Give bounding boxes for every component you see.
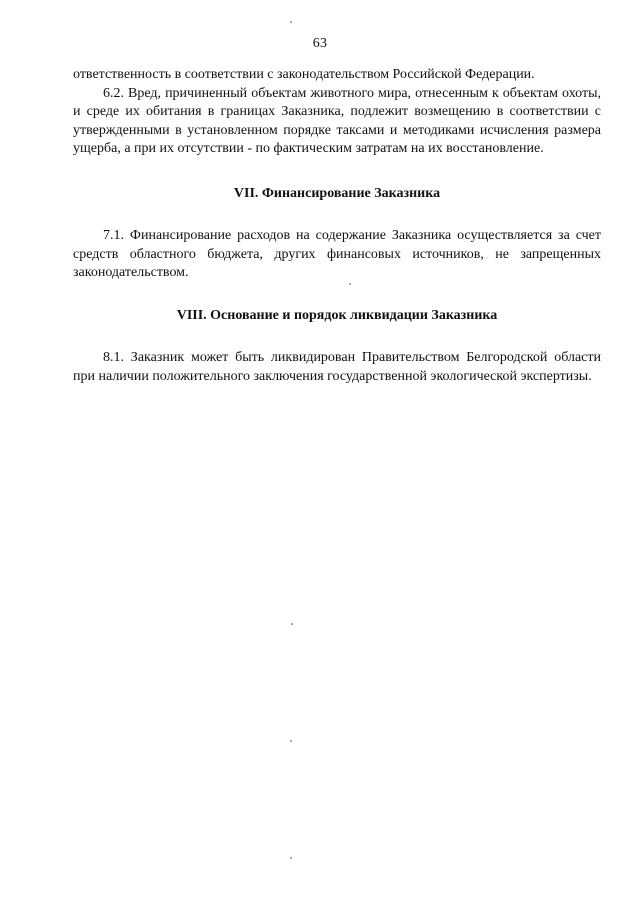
paragraph-7-1: 7.1. Финансирование расходов на содержание Заказника осуществляется за счет средств областного бюджета, других финансовых источников, не запрещенных законодательством. (73, 228, 601, 280)
page-number: 63 (312, 36, 328, 51)
paragraph-8-1: 8.1. Заказник может быть ликвидирован Правительством Белгородской области при наличии положительного заключения государственной экологической экспертизы. (73, 350, 601, 384)
scan-speck (290, 857, 292, 859)
scan-speck (349, 283, 351, 285)
paragraph-6-2: 6.2. Вред, причиненный объектам животного мира, отнесенным к объектам охоты, и среде их обитания в границах Заказника, подлежит возмещению в соответствии с утвержденными в установленном порядке таксами и методиками исчисления размера ущерба, а при их отсутствии - по фактическим затратам на их восстановление. (73, 85, 601, 156)
scan-speck (290, 740, 292, 742)
section-8-heading: VIII. Основание и порядок ликвидации Заказника (176, 307, 498, 323)
scan-speck (291, 623, 293, 625)
section-7-heading: VII. Финансирование Заказника (233, 185, 441, 201)
document-body (73, 66, 601, 386)
continuation-paragraph: ответственность в соответствии с законодательством Российской Федерации. (73, 67, 535, 82)
scan-speck (290, 21, 292, 23)
